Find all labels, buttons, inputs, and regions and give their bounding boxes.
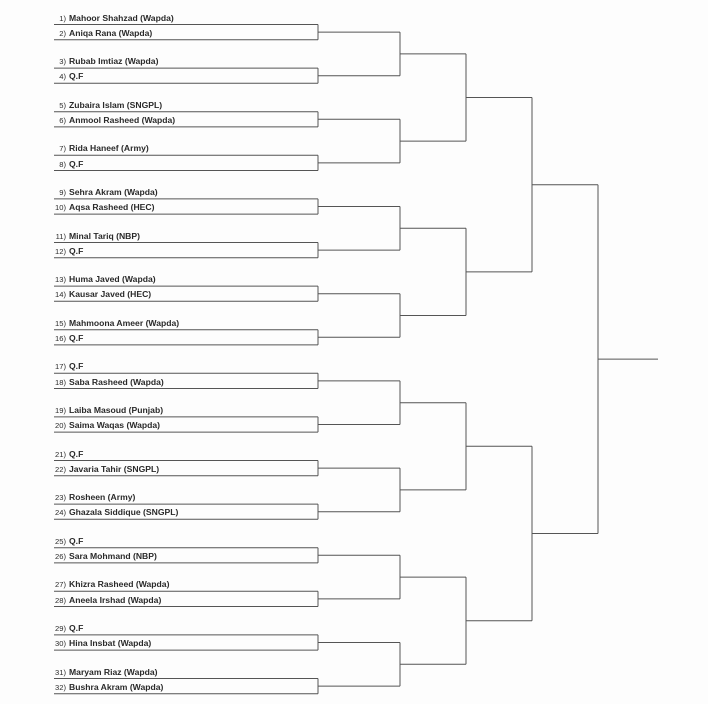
player-seed: 19)	[55, 405, 66, 415]
player-seed: 2)	[59, 28, 66, 38]
player-seed: 13)	[55, 275, 66, 285]
player-seed: 31)	[55, 667, 66, 677]
player-entry	[54, 101, 162, 110]
player-entry	[54, 160, 83, 169]
player-name: Q.F	[69, 245, 84, 256]
player-name: Laiba Masoud (Punjab)	[69, 404, 164, 415]
player-seed: 11)	[55, 231, 66, 241]
player-seed: 15)	[55, 318, 66, 328]
player-name: Aqsa Rasheed (HEC)	[69, 202, 155, 213]
player-name: Rida Haneef (Army)	[69, 143, 149, 154]
player-seed: 7)	[59, 144, 66, 154]
player-seed: 23)	[55, 493, 66, 503]
player-name: Saima Waqas (Wapda)	[69, 420, 161, 431]
player-name: Hina Insbat (Wapda)	[69, 638, 152, 649]
player-name: Rubab Imtiaz (Wapda)	[69, 56, 159, 67]
player-entry	[54, 683, 163, 692]
player-entry	[54, 406, 163, 415]
player-name: Q.F	[69, 622, 84, 633]
player-seed: 32)	[55, 682, 66, 692]
player-entry	[54, 319, 179, 328]
player-name: Q.F	[69, 448, 84, 459]
player-entry	[54, 465, 159, 474]
player-entry	[54, 596, 161, 605]
player-seed: 4)	[59, 72, 66, 82]
player-seed: 24)	[55, 508, 66, 518]
player-name: Aneela Irshad (Wapda)	[69, 594, 162, 605]
player-entry	[54, 493, 135, 502]
player-seed: 17)	[55, 362, 66, 372]
player-seed: 3)	[59, 57, 66, 67]
player-entry	[54, 421, 160, 430]
player-seed: 6)	[59, 115, 66, 125]
player-name: Sehra Akram (Wapda)	[69, 186, 158, 197]
player-name: Q.F	[69, 158, 84, 169]
player-name: Kausar Javed (HEC)	[69, 289, 152, 300]
player-seed: 16)	[55, 333, 66, 343]
player-entry	[54, 116, 175, 125]
player-entry	[54, 144, 149, 153]
player-entry	[54, 275, 156, 284]
player-seed: 30)	[55, 639, 66, 649]
player-name: Khizra Rasheed (Wapda)	[69, 579, 170, 590]
player-name: Maryam Riaz (Wapda)	[69, 666, 158, 677]
player-name: Rosheen (Army)	[69, 492, 136, 503]
player-entry	[54, 57, 158, 66]
player-name: Q.F	[69, 361, 84, 372]
player-entry	[54, 450, 83, 459]
player-entry	[54, 29, 152, 38]
player-entry	[54, 362, 83, 371]
player-seed: 22)	[55, 464, 66, 474]
player-seed: 9)	[59, 187, 66, 197]
player-seed: 12)	[55, 246, 66, 256]
player-name: Javaria Tahir (SNGPL)	[69, 463, 160, 474]
player-seed: 21)	[55, 449, 66, 459]
player-seed: 8)	[59, 159, 66, 169]
player-seed: 14)	[55, 290, 66, 300]
player-seed: 5)	[59, 100, 66, 110]
player-seed: 26)	[55, 551, 66, 561]
player-name: Anmool Rasheed (Wapda)	[69, 114, 176, 125]
player-entry	[54, 537, 83, 546]
player-name: Q.F	[69, 535, 84, 546]
player-name: Q.F	[69, 332, 84, 343]
player-seed: 29)	[55, 623, 66, 633]
player-name: Saba Rasheed (Wapda)	[69, 376, 164, 387]
player-entry	[54, 624, 83, 633]
player-seed: 27)	[55, 580, 66, 590]
player-entry	[54, 668, 158, 677]
player-entry	[54, 72, 83, 81]
player-name: Mahoor Shahzad (Wapda)	[69, 12, 174, 23]
player-name: Huma Javed (Wapda)	[69, 274, 156, 285]
player-entry	[54, 378, 164, 387]
player-entry	[54, 247, 83, 256]
player-seed: 25)	[55, 536, 66, 546]
player-name: Aniqa Rana (Wapda)	[69, 27, 153, 38]
player-entry	[54, 334, 83, 343]
player-entry	[54, 639, 151, 648]
player-name: Sara Mohmand (NBP)	[69, 550, 157, 561]
player-seed: 1)	[59, 13, 66, 23]
player-entry	[54, 203, 154, 212]
player-entry	[54, 508, 178, 517]
player-seed: 28)	[55, 595, 66, 605]
player-name: Bushra Akram (Wapda)	[69, 681, 164, 692]
player-name: Ghazala Siddique (SNGPL)	[69, 507, 179, 518]
player-entry	[54, 188, 158, 197]
player-name: Q.F	[69, 71, 84, 82]
player-entry	[54, 14, 174, 23]
player-name: Minal Tariq (NBP)	[69, 230, 140, 241]
player-name: Zubaira Islam (SNGPL)	[69, 99, 163, 110]
player-seed: 10)	[55, 203, 66, 213]
player-seed: 18)	[55, 377, 66, 387]
player-entry	[54, 580, 169, 589]
player-seed: 20)	[55, 421, 66, 431]
player-name: Mahmoona Ameer (Wapda)	[69, 317, 180, 328]
player-entry	[54, 232, 140, 241]
player-entry	[54, 552, 157, 561]
player-entry	[54, 290, 151, 299]
